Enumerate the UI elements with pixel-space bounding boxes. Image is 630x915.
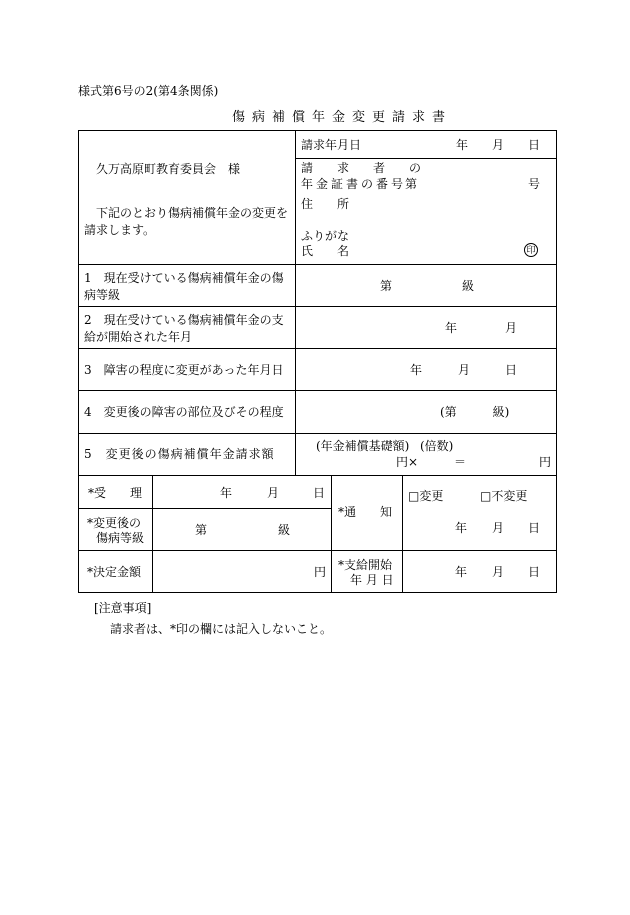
pension-cert-label-2: 年金証書の番号 [301, 177, 407, 191]
office-row-line [78, 508, 331, 509]
row-line [78, 264, 557, 265]
decided-amount-label: *決定金額 [87, 565, 142, 579]
date-row-line [295, 158, 557, 159]
row-5-yen-2[interactable]: 円 [539, 455, 552, 469]
row-line [78, 348, 557, 349]
request-date-label: 請求年月日 [301, 138, 362, 152]
notice-month[interactable]: 月 [492, 521, 505, 535]
office-col-line [402, 475, 403, 593]
request-date-month[interactable]: 月 [492, 138, 505, 152]
row-5-label: 5 変更後の傷病補償年金請求額 [84, 447, 275, 461]
row-3-year[interactable]: 年 [410, 363, 423, 377]
pension-cert-go[interactable]: 号 [528, 177, 541, 191]
row-1-kyu[interactable]: 級 [462, 279, 475, 293]
changed-grade-label-2: 傷病等級 [96, 531, 145, 545]
addressee: 久万高原町教育委員会 様 [96, 162, 241, 176]
receipt-day[interactable]: 日 [313, 486, 326, 500]
row-2-year[interactable]: 年 [445, 321, 458, 335]
pension-cert-label-1: 請 求 者 の [301, 161, 422, 175]
request-date-day[interactable]: 日 [528, 138, 541, 152]
pension-cert-dai[interactable]: 第 [405, 177, 418, 191]
row-5-yen-1[interactable]: 円 [396, 455, 409, 469]
row-5-multiplier-label: (倍数) [420, 439, 454, 453]
row-5-base-label: (年金補償基礎額) [316, 439, 410, 453]
office-col-line [331, 475, 332, 593]
office-row-line [78, 550, 557, 551]
request-text: 下記のとおり傷病補償年金の変更を請求します。 [84, 206, 289, 238]
row-5-equals: ＝ [454, 455, 467, 469]
changed-grade-dai[interactable]: 第 [195, 523, 208, 537]
furigana-label: ふりがな [301, 229, 350, 243]
row-4-value[interactable]: (第 級) [440, 405, 510, 419]
changed-grade-label-1: *変更後の [87, 516, 142, 530]
row-3-month[interactable]: 月 [458, 363, 471, 377]
notes-body: 請求者は、*印の欄には記入しないこと。 [110, 622, 333, 636]
changed-option[interactable]: □変更 [408, 489, 444, 503]
row-line [78, 306, 557, 307]
row-1-label: 1 現在受けている傷病補償年金の傷病等級 [84, 271, 284, 303]
unchanged-option[interactable]: □不変更 [480, 489, 528, 503]
name-label: 氏 名 [301, 244, 350, 258]
notice-year[interactable]: 年 [455, 521, 468, 535]
row-line [78, 390, 557, 391]
receipt-label: *受 理 [88, 486, 143, 500]
row-2-label: 2 現在受けている傷病補償年金の支給が開始された年月 [84, 313, 284, 345]
notes-heading: [注意事項] [94, 601, 152, 615]
changed-grade-kyu[interactable]: 級 [278, 523, 291, 537]
row-5-times: × [408, 455, 419, 469]
payment-start-label-2: 年 月 日 [350, 573, 394, 587]
payment-start-year[interactable]: 年 [455, 565, 468, 579]
row-3-label: 3 障害の程度に変更があった年月日 [84, 363, 284, 377]
form-title: 傷病補償年金変更請求書 [232, 110, 453, 125]
row-4-label: 4 変更後の障害の部位及びその程度 [84, 405, 284, 419]
office-col-line [152, 475, 153, 593]
form-code: 様式第6号の2(第4条関係) [78, 84, 219, 98]
payment-start-day[interactable]: 日 [528, 565, 541, 579]
payment-start-month[interactable]: 月 [492, 565, 505, 579]
seal-mark: 印 [524, 243, 538, 257]
row-3-day[interactable]: 日 [505, 363, 518, 377]
payment-start-label-1: *支給開始 [338, 558, 393, 572]
row-line [78, 433, 557, 434]
receipt-year[interactable]: 年 [220, 486, 233, 500]
notice-day[interactable]: 日 [528, 521, 541, 535]
address-label: 住 所 [301, 197, 350, 211]
request-date-year[interactable]: 年 [456, 138, 469, 152]
decided-amount-yen[interactable]: 円 [314, 565, 327, 579]
row-1-dai[interactable]: 第 [380, 279, 393, 293]
notice-label: *通 知 [338, 505, 393, 519]
row-2-month[interactable]: 月 [505, 321, 518, 335]
main-divider [295, 130, 296, 476]
receipt-month[interactable]: 月 [267, 486, 280, 500]
